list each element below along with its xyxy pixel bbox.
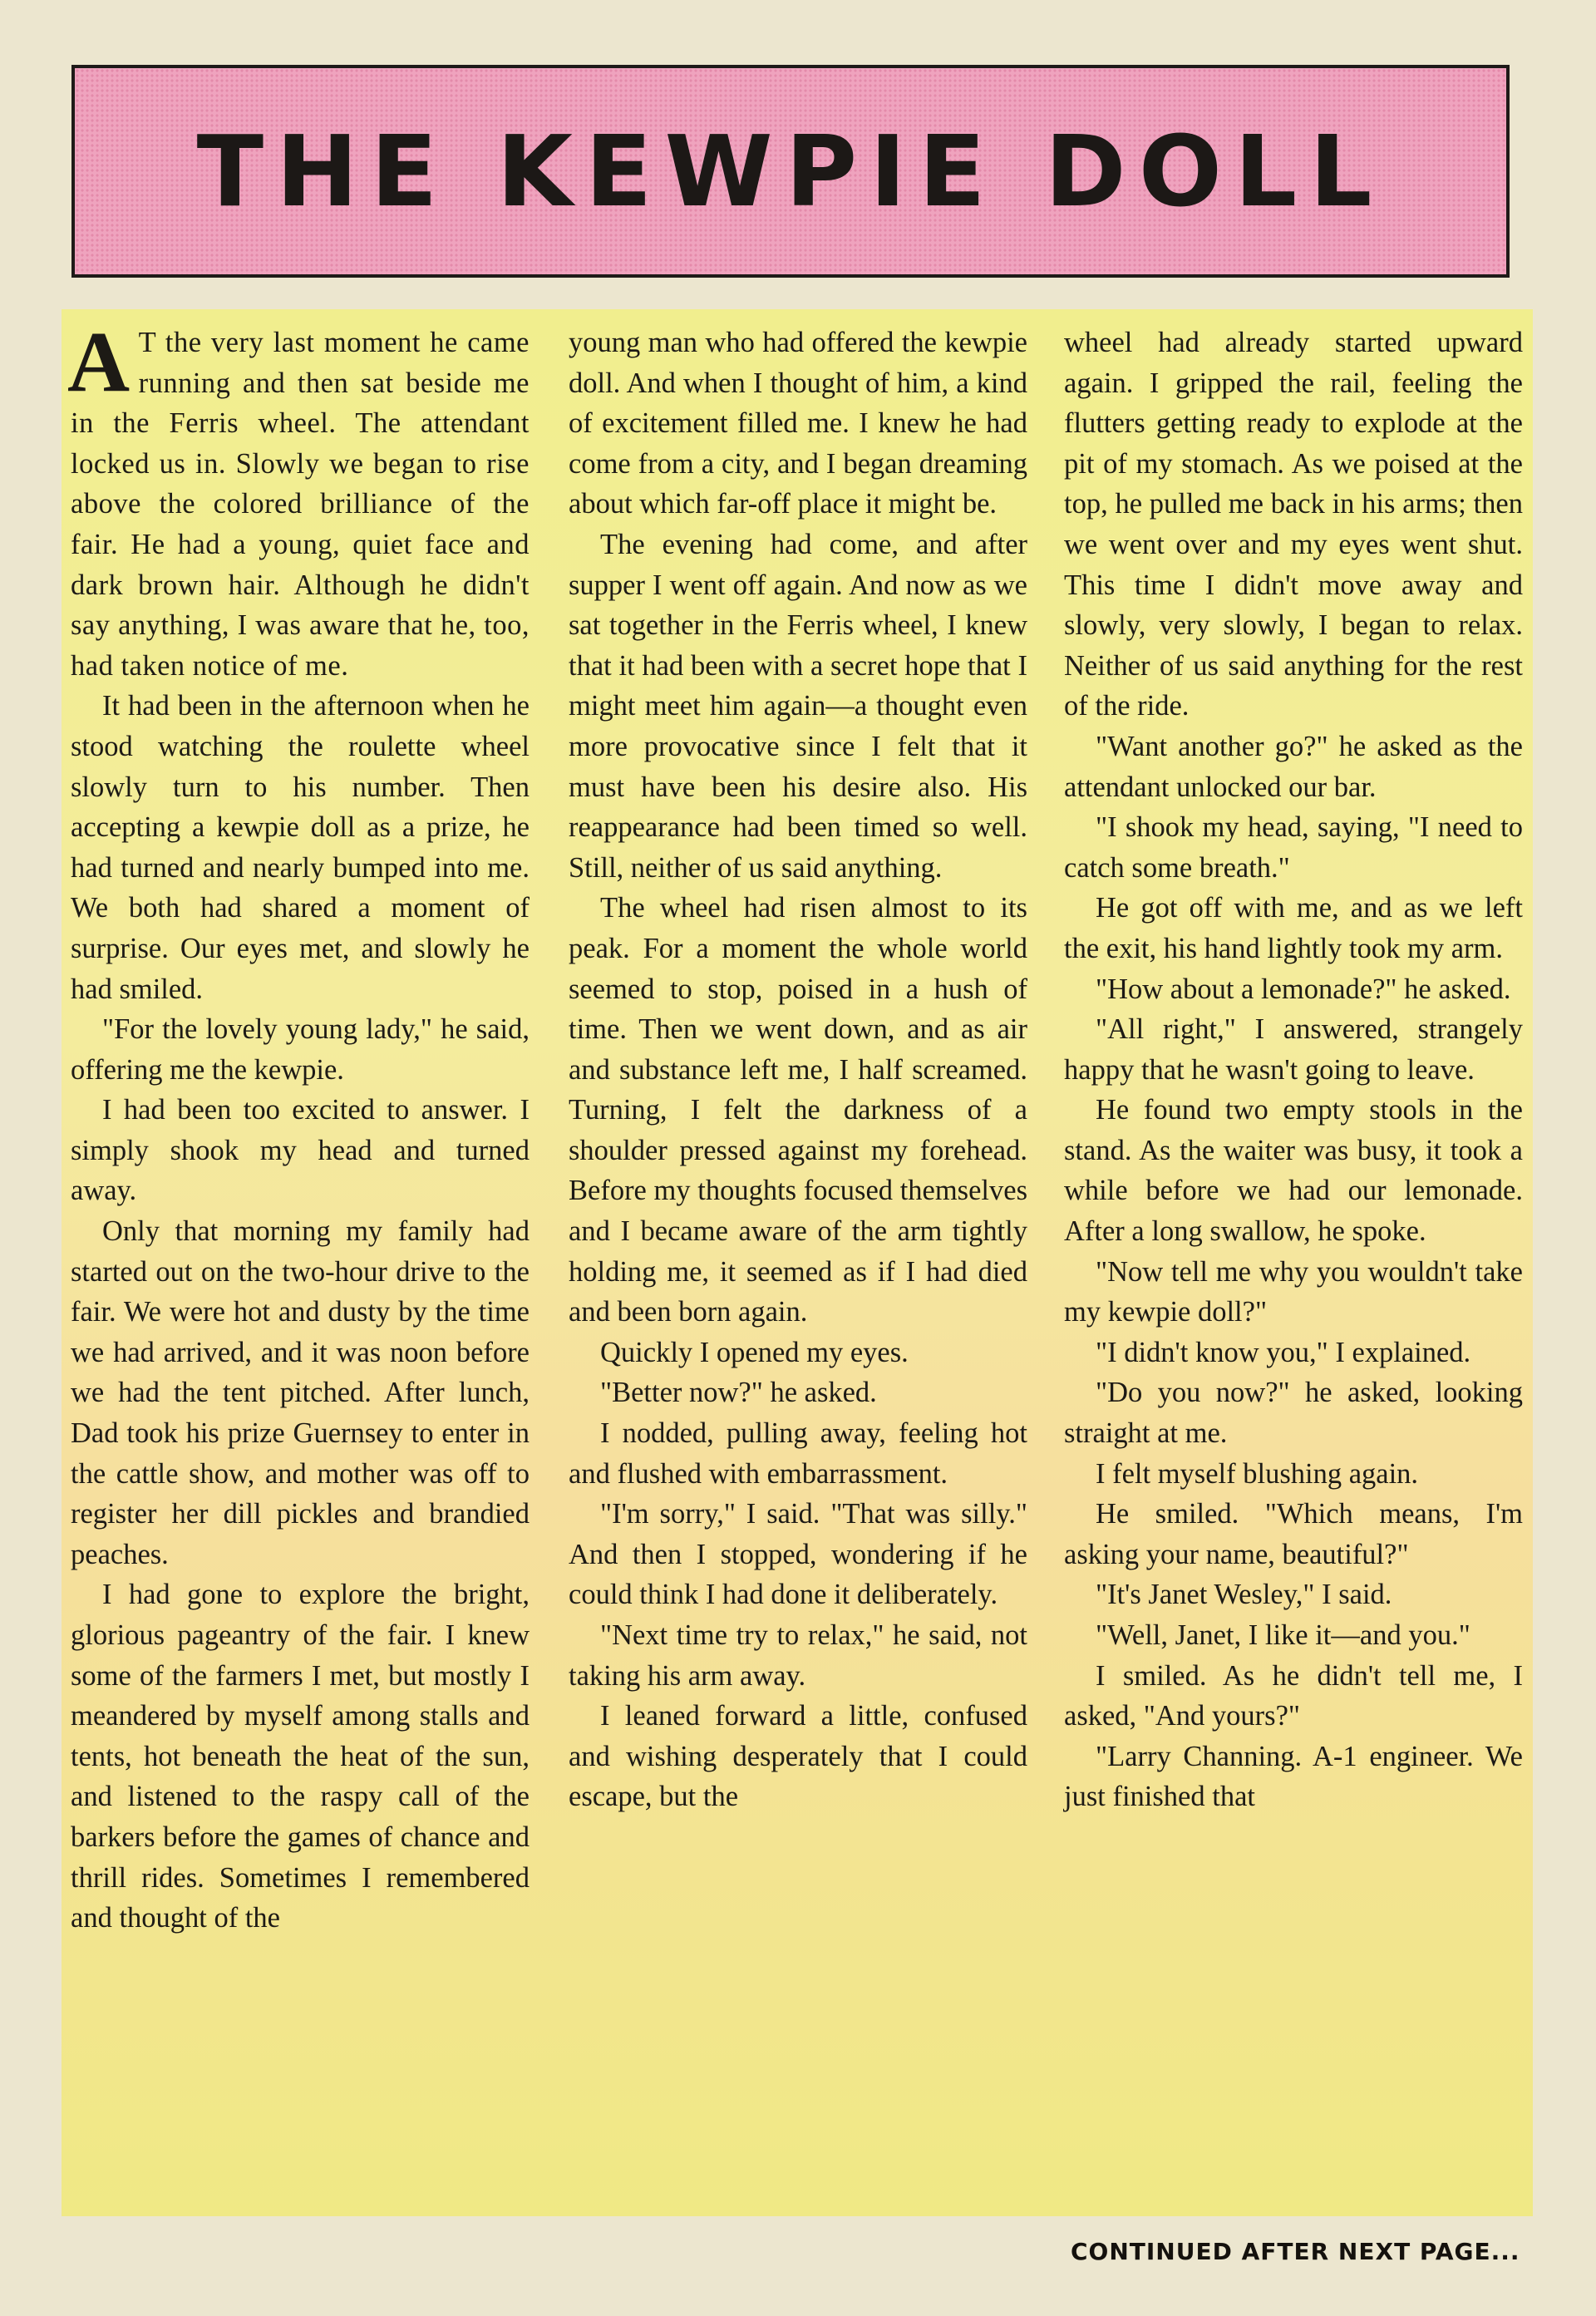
column-1 [67, 314, 530, 1939]
paragraph: Quickly I opened my eyes. [600, 1336, 909, 1368]
paragraph: young man who had offered the kewpie doll. And when I thought of him, a kind of excitement filled me. I knew he had come from a city, and I began dreaming about which far-off place it might be. [569, 327, 1027, 520]
paragraph: "For the lovely young lady," he said, offering me the kewpie. [71, 1013, 530, 1086]
paragraph: He found two empty stools in the stand. As the waiter was busy, it took a while before we had our lemonade. After a long swallow, he spoke. [1064, 1094, 1523, 1248]
paragraph: "Do you now?" he asked, looking straight at me. [1064, 1377, 1523, 1450]
paragraph: "It's Janet Wesley," I said. [1096, 1579, 1392, 1611]
title-banner [71, 65, 1510, 278]
paragraph: The wheel had risen almost to its peak. For a moment the whole world seemed to stop, poised in a hush of time. Then we went down, and as air and substance left me, I half screamed. Turning, I felt the darkness of a shoulder pressed against my forehead. Before my thoughts focused themselves and I became aware of the arm tightly holding me, it seemed as if I had died and been born again. [569, 892, 1027, 1328]
paragraph: It had been in the afternoon when he stood watching the roulette wheel slowly turn to his number. Then accepting a kewpie doll as a prize, he had turned and nearly bumped into me. We both had shared a moment of surprise. Our eyes met, and slowly he had smiled. [71, 690, 530, 1005]
paragraph: I nodded, pulling away, feeling hot and flushed with embarrassment. [569, 1417, 1027, 1490]
continued-notice: CONTINUED AFTER NEXT PAGE... [1071, 2238, 1520, 2265]
column-2 [569, 323, 1027, 1817]
drop-cap: A [67, 314, 131, 410]
paragraph: I leaned forward a little, confused and wishing desperately that I could escape, but the [569, 1700, 1027, 1813]
paragraph: I felt myself blushing again. [1096, 1457, 1419, 1490]
paragraph: Only that morning my family had started out on the two-hour drive to the fair. We were hot and dusty by the time we had arrived, and it was noon before we had the tent pitched. After lunch, Dad took his prize Guernsey to enter in the cattle show, and mother was off to register her dill pickles and brandied peaches. [71, 1215, 530, 1570]
paragraph: "I didn't know you," I explained. [1096, 1336, 1471, 1368]
paragraph: He smiled. "Which means, I'm asking your name, beautiful?" [1064, 1498, 1523, 1570]
paragraph: The evening had come, and after supper I went off again. And now as we sat together in the Ferris wheel, I knew that it had been with a secret hope that I might meet him again—a thought even more provocative since I felt that it must have been his desire also. His reappearance had been timed so well. Still, neither of us said anything. [569, 528, 1027, 884]
paragraph: "Larry Channing. A-1 engineer. We just finished that [1064, 1740, 1523, 1813]
paragraph: wheel had already started upward again. I gripped the rail, feeling the flutters getting ready to explode at the pit of my stomach. As we poised at the top, he pulled me back in his arms; then we went over and my eyes went shut. This time I didn't move away and slowly, very slowly, I began to relax. Neither of us said anything for the rest of the ride. [1064, 327, 1523, 722]
paragraph: "I shook my head, saying, "I need to catch some breath." [1064, 811, 1523, 884]
paragraph: I had gone to explore the bright, glorious pageantry of the fair. I knew some of the farmers I met, but mostly I meandered by myself among stalls and tents, hot beneath the heat of the sun, and listened to the raspy call of the barkers before the games of chance and thrill rides. Sometimes I remembered and thought of the [71, 1579, 530, 1934]
story-title: THE KEWPIE DOLL [196, 114, 1385, 229]
paragraph: "Now tell me why you wouldn't take my kewpie doll?" [1064, 1255, 1523, 1328]
paragraph: "All right," I answered, strangely happy that he wasn't going to leave. [1064, 1013, 1523, 1086]
paragraph: "Want another go?" he asked as the attendant unlocked our bar. [1064, 730, 1523, 803]
lead-text: T the very last moment he came running and then sat beside me in the Ferris wheel. The attendant locked us in. Slowly we began to rise above the colored brilliance of the fair. He had a young, quiet face and dark brown hair. Although he didn't say anything, I was aware that he, too, had taken notice of me. [71, 327, 530, 682]
paragraph: "Better now?" he asked. [600, 1377, 877, 1409]
paragraph [67, 314, 530, 686]
story-body [62, 309, 1533, 2216]
paragraph: "I'm sorry," I said. "That was silly." And then I stopped, wondering if he could think I had done it deliberately. [569, 1498, 1027, 1611]
paragraph: He got off with me, and as we left the exit, his hand lightly took my arm. [1064, 892, 1523, 964]
paragraph: I had been too excited to answer. I simply shook my head and turned away. [71, 1094, 530, 1207]
column-3 [1064, 323, 1523, 1817]
paragraph: "Well, Janet, I like it—and you." [1096, 1619, 1470, 1651]
paragraph: I smiled. As he didn't tell me, I asked, "And yours?" [1064, 1659, 1523, 1732]
paragraph: "Next time try to relax," he said, not taking his arm away. [569, 1619, 1027, 1692]
paragraph: "How about a lemonade?" he asked. [1096, 973, 1511, 1005]
